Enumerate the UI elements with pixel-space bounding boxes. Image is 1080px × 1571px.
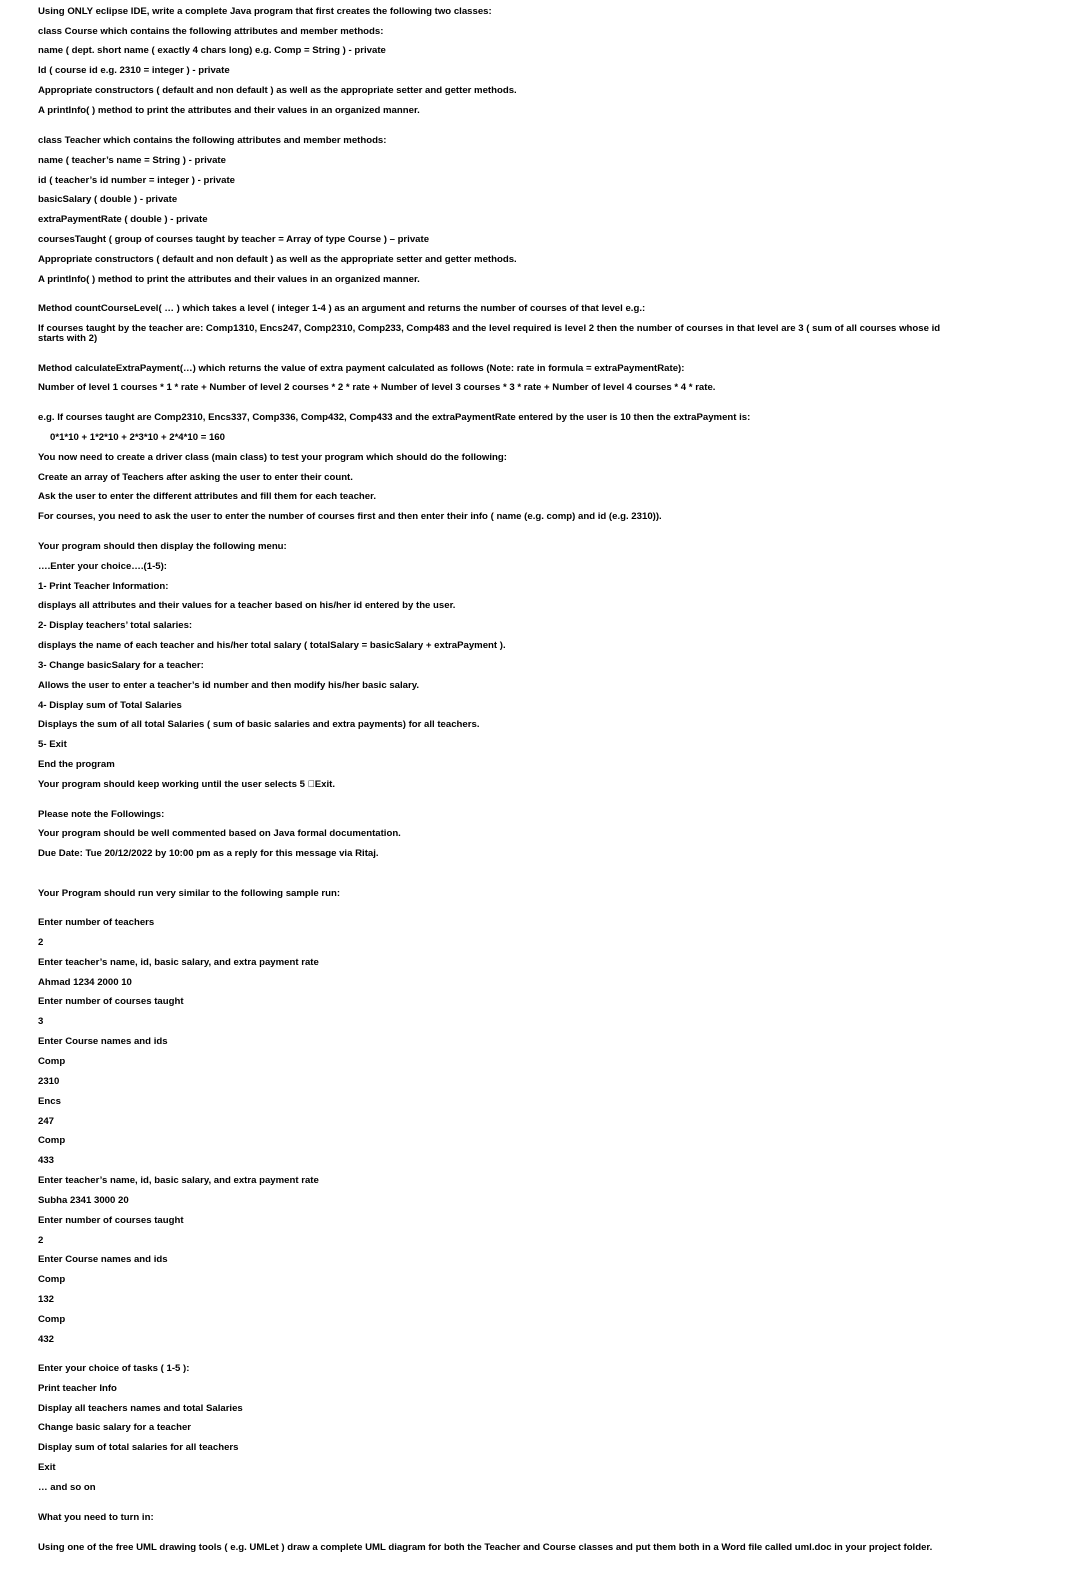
sample-run-menu-line: Exit [38, 1462, 56, 1473]
menu-option-2: 2- Display teachers’ total salaries: [38, 620, 193, 631]
sample-run-line: Ahmad 1234 2000 10 [38, 976, 132, 988]
menu-keep-working: Your program should keep working until the user selects 5  Exit. [38, 779, 336, 790]
sample-run-line: Comp [38, 1314, 66, 1325]
driver-line-2: Create an array of Teachers after asking the user to enter their count. [38, 472, 353, 483]
sample-run-line: Enter teacher’s name, id, basic salary, and extra payment rate [38, 1175, 319, 1187]
intro-line: Using ONLY eclipse IDE, write a complete Java program that first creates the following two classes: [38, 6, 492, 17]
sample-run-line: Enter number of teachers [38, 917, 155, 928]
menu-option-1-desc: displays all attributes and their values for a teacher based on his/her id entered by the user. [38, 600, 456, 611]
sample-run-line: Enter number of courses taught [38, 1214, 184, 1226]
sample-run-line: Enter Course names and ids [38, 1254, 168, 1266]
count-method-example: If courses taught by the teacher are: Comp1310, Encs247, Comp2310, Comp233, Comp483 and the level required is level 2 then the number of courses in that level are 3 ( sum of all courses whose id starts with 2) [38, 323, 941, 344]
menu-option-4-desc: Displays the sum of all total Salaries ( sum of basic salaries and extra payments) for all teachers. [38, 719, 480, 730]
teacher-constructors: Appropriate constructors ( default and non default ) as well as the appropriate setter and getter methods. [38, 254, 517, 265]
teacher-attr-salary: basicSalary ( double ) - private [38, 194, 178, 205]
menu-option-5: 5- Exit [38, 739, 67, 750]
teacher-printinfo: A printInfo( ) method to print the attributes and their values in an organized manner. [38, 274, 420, 285]
sample-run-line: Subha 2341 3000 20 [38, 1194, 129, 1206]
notes-line-1: Your program should be well commented based on Java formal documentation. [38, 828, 401, 839]
sample-run-line: 432 [38, 1333, 55, 1345]
menu-option-4: 4- Display sum of Total Salaries [38, 700, 182, 711]
calc-method-formula: Number of level 1 courses * 1 * rate + Number of level 2 courses * 2 * rate + Number of level 3 courses * 3 * rate + Number of level 4 courses * 4 * rate. [38, 382, 716, 393]
sample-run-line: 3 [38, 1016, 44, 1028]
sample-run-line: 2 [38, 1234, 44, 1246]
turn-in-line-1: Using one of the free UML drawing tools ( e.g. UMLet ) draw a complete UML diagram for both the Teacher and Course classes and put them both in a Word file called uml.doc in your project folder. [38, 1542, 933, 1553]
course-printinfo: A printInfo( ) method to print the attributes and their values in an organized manner. [38, 105, 420, 116]
sample-run-line: Enter number of courses taught [38, 996, 184, 1008]
driver-line-3: Ask the user to enter the different attributes and fill them for each teacher. [38, 491, 376, 502]
menu-option-2-desc: displays the name of each teacher and his/her total salary ( totalSalary = basicSalary + extraPayment ). [38, 640, 506, 651]
menu-prompt: ….Enter your choice….(1-5): [38, 561, 168, 572]
sample-run-menu-line: … and so on [38, 1481, 96, 1493]
calc-method-example: e.g. If courses taught are Comp2310, Encs337, Comp336, Comp432, Comp433 and the extraPaymentRate entered by the user is 10 then the extraPayment is: [38, 412, 751, 423]
driver-line-1: You now need to create a driver class (main class) to test your program which should do the following: [38, 452, 507, 463]
sample-run-menu-line: Display all teachers names and total Salaries [38, 1402, 243, 1414]
sample-run-heading: Your Program should run very similar to the following sample run: [38, 888, 341, 899]
teacher-attr-id: id ( teacher’s id number = integer ) - private [38, 175, 235, 186]
teacher-attr-rate: extraPaymentRate ( double ) - private [38, 214, 208, 225]
teacher-class-heading: class Teacher which contains the following attributes and member methods: [38, 135, 387, 146]
sample-run-line: Comp [38, 1274, 66, 1286]
notes-line-2: Due Date: Tue 20/12/2022 by 10:00 pm as a reply for this message via Ritaj. [38, 848, 379, 859]
sample-run-menu-line: Print teacher Info [38, 1382, 117, 1394]
course-class-heading: class Course which contains the following attributes and member methods: [38, 26, 384, 37]
sample-run-line: Enter teacher’s name, id, basic salary, and extra payment rate [38, 956, 319, 968]
sample-run-line: 2310 [38, 1075, 60, 1087]
count-method-heading: Method countCourseLevel( … ) which takes a level ( integer 1-4 ) as an argument and returns the number of courses of that level e.g.: [38, 303, 646, 314]
course-attr-id: Id ( course id e.g. 2310 = integer ) - private [38, 65, 230, 76]
menu-option-5-desc: End the program [38, 759, 115, 770]
menu-option-1: 1- Print Teacher Information: [38, 581, 169, 592]
sample-run-line: 247 [38, 1115, 55, 1127]
sample-run-line: Comp [38, 1055, 66, 1067]
course-attr-name: name ( dept. short name ( exactly 4 chars long) e.g. Comp = String ) - private [38, 45, 386, 56]
sample-run-menu-line: Enter your choice of tasks ( 1-5 ): [38, 1363, 190, 1374]
sample-run-line: 433 [38, 1155, 55, 1167]
sample-run-menu-line: Change basic salary for a teacher [38, 1422, 192, 1434]
menu-option-3-desc: Allows the user to enter a teacher’s id number and then modify his/her basic salary. [38, 680, 420, 691]
course-constructors: Appropriate constructors ( default and non default ) as well as the appropriate setter and getter methods. [38, 85, 517, 96]
teacher-attr-courses: coursesTaught ( group of courses taught by teacher = Array of type Course ) – private [38, 234, 430, 245]
sample-run-line: 2 [38, 936, 44, 948]
turn-in-heading: What you need to turn in: [38, 1512, 154, 1523]
sample-run-line: Encs [38, 1095, 61, 1107]
driver-line-4: For courses, you need to ask the user to enter the number of courses first and then enter their info ( name (e.g. comp) and id (e.g. 2310)). [38, 511, 662, 522]
teacher-attr-name: name ( teacher’s name = String ) - private [38, 155, 226, 166]
menu-option-3: 3- Change basicSalary for a teacher: [38, 660, 204, 671]
calc-method-example-calc: 0*1*10 + 1*2*10 + 2*3*10 + 2*4*10 = 160 [50, 432, 225, 443]
calc-method-heading: Method calculateExtraPayment(…) which returns the value of extra payment calculated as follows (Note: rate in formula = extraPaymentRate): [38, 363, 685, 374]
sample-run-line: Enter Course names and ids [38, 1036, 168, 1048]
menu-intro: Your program should then display the following menu: [38, 541, 287, 552]
sample-run-line: Comp [38, 1135, 66, 1147]
sample-run-menu-line: Display sum of total salaries for all teachers [38, 1442, 239, 1454]
sample-run-line: 132 [38, 1294, 55, 1306]
notes-heading: Please note the Followings: [38, 809, 165, 820]
